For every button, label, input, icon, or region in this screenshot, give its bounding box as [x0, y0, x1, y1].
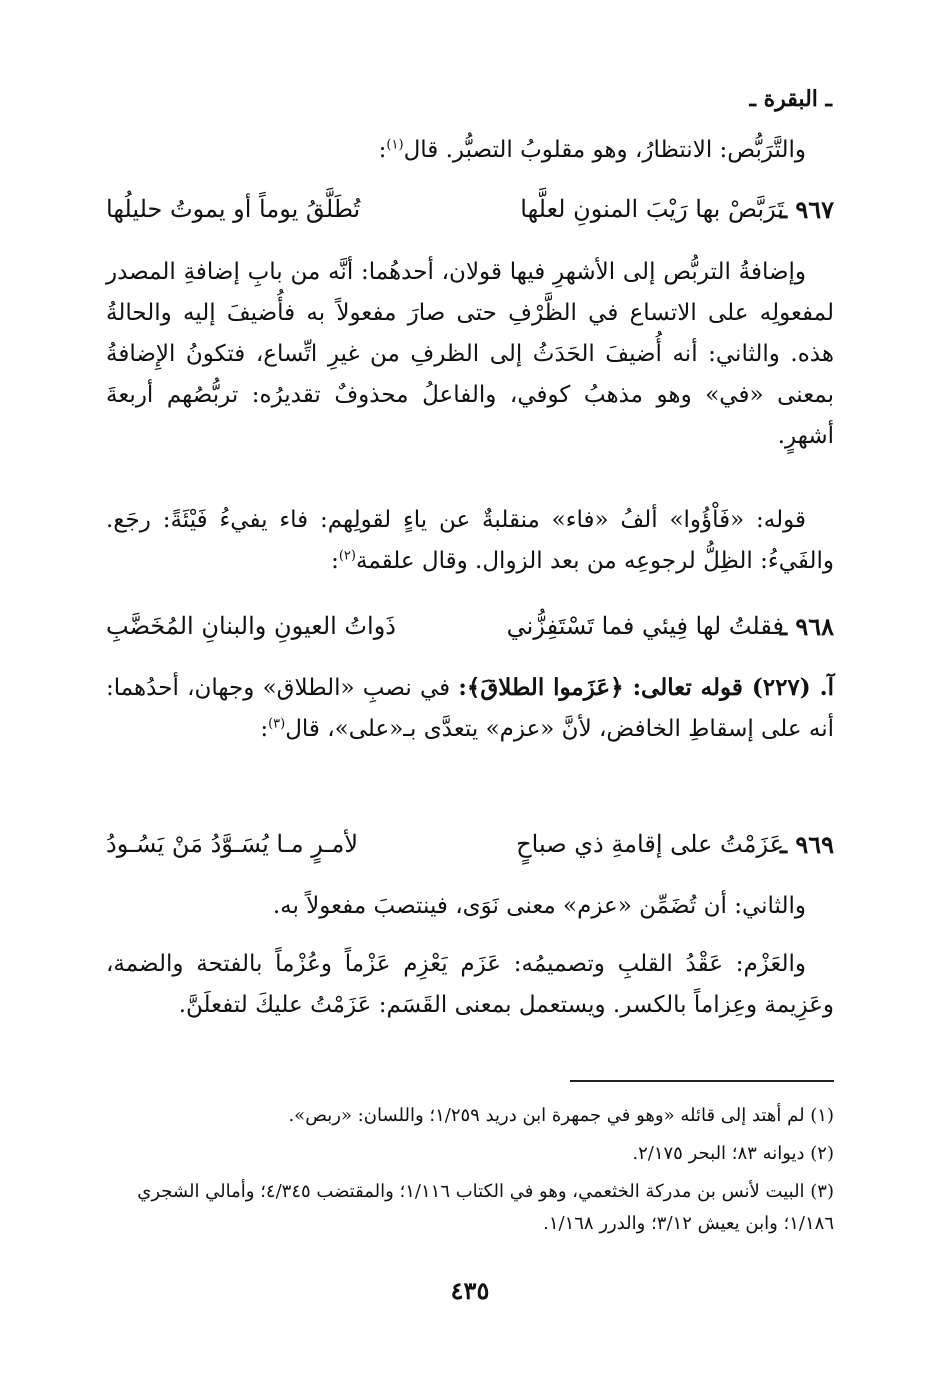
footnote-3: (٣) البيت لأنس بن مدركة الخثعمي، وهو في الكتاب ١/١١٦؛ والمقتضب ٤/٣٤٥؛ وأمالي الشجري ١/١٨٦؛ وابن يعيش ٣/١٢؛ والدرر ١/١٦٨.: [137, 1181, 834, 1234]
paragraph-text: والثاني: أن تُضَمِّن «عزم» معنى نَوَى، فينتصبَ مفعولاً به.: [272, 893, 806, 919]
footnote-1: (١) لم أهتد إلى قائله «وهو في جمهرة ابن دريد ١/٢٥٩؛ واللسان: «ربص».: [288, 1105, 834, 1126]
paragraph-idafa: [106, 252, 834, 457]
verse-number: ٩٦٨ ـ: [779, 612, 834, 641]
paragraph-text: والتَّرَبُّص: الانتظارُ، وهو مقلوبُ التصبُّر. قال: [403, 137, 806, 163]
paragraph-azm: [106, 944, 834, 1026]
quran-verse-heading: آ. (٢٢٧) قوله تعالى: ﴿عَزَموا الطلاقَ﴾:: [458, 674, 834, 701]
verse-number: ٩٦٩ ـ: [779, 830, 834, 859]
paragraph-colon: :: [260, 715, 269, 742]
paragraph-second-view: [106, 886, 834, 927]
paragraph-text: وإضافةُ التربُّص إلى الأشهرِ فيها قولان، أحدهُما: أنَّه من بابِ إضافةِ المصدر لمفعولِه على الاتساع في الظَّرْفِ حتى صارَ مفعولاً به فأُضيفَ إليه والحالةُ هذه. والثاني: أنه أُضيفَ الحَدَثُ إلى الظرفِ من غيرِ اتِّساع، فتكونُ الإِضافةُ بمعنى «في» وهو مذهبُ كوفي، والفاعلُ محذوفٌ تقديرُه: تربُّصُهم أربعةَ أشهرٍ.: [106, 259, 834, 449]
footnote-separator: [570, 1080, 834, 1082]
page-number: ٤٣٥: [450, 1276, 490, 1305]
verse-967: [106, 195, 834, 235]
verse-second-hemistich: لأمـرٍ مـا يُسَـوَّدُ مَنْ يَسُـودُ: [106, 830, 359, 858]
verse-968: [106, 612, 834, 652]
footnote-ref-3: (٣): [268, 716, 286, 732]
paragraph-text: قوله: «فَاْؤُوا» ألفُ «فاء» منقلبةٌ عن ياءٍ لقولِهم: فاء يفيءُ فَيْئَةً: رجَع. والفَيءُ: الظِلُّ لرجوعِه من بعد الزوال. وقال علقمة: [106, 507, 834, 574]
paragraph-verse-227: [106, 668, 834, 750]
footnote-ref-2: (٢): [338, 548, 356, 564]
verse-number: ٩٦٧ ـ: [779, 195, 834, 224]
paragraph-text: في نصبِ «الطلاق» وجهان، أحدُهما: أنه على إسقاطِ الخافض، لأنَّ «عزم» يتعدَّى بـ«على»، قال: [106, 675, 834, 742]
verse-first-hemistich: تَرَبَّصْ بها رَيْبَ المنونِ لعلَّها: [520, 195, 784, 223]
footnote-2: (٢) ديوانه ٨٣؛ البحر ٢/١٧٥.: [632, 1143, 834, 1164]
verse-first-hemistich: فقلتُ لها فِيئي فما تَسْتَفِزُّني: [506, 612, 784, 640]
verse-first-hemistich: عَزَمْتُ على إقامةِ ذي صباحٍ: [516, 830, 784, 858]
verse-969: [106, 830, 834, 870]
paragraph-colon: :: [331, 547, 339, 574]
paragraph-colon: :: [378, 137, 387, 163]
verse-second-hemistich: تُطَلَّقُ يوماً أو يموتُ حليلُها: [106, 195, 361, 223]
verse-second-hemistich: ذَواتُ العيونِ والبنانِ المُخَضَّبِ: [106, 612, 396, 640]
footnote-ref-1: (١): [386, 137, 404, 153]
running-header: ـ البقرة ـ: [749, 86, 832, 112]
paragraph-text: والعَزْم: عَقْدُ القلبِ وتصميمُه: عَزَم يَعْزِم عَزْماً وعُزْماً بالفتحة والضمة، وعَزِيمة وعِزاماً بالكسر. ويستعمل بمعنى القَسَم: عَزَمْتُ عليكَ لتفعلَنَّ.: [106, 951, 834, 1018]
paragraph-tarabbus: [106, 130, 834, 171]
paragraph-fa-u: [106, 500, 834, 582]
